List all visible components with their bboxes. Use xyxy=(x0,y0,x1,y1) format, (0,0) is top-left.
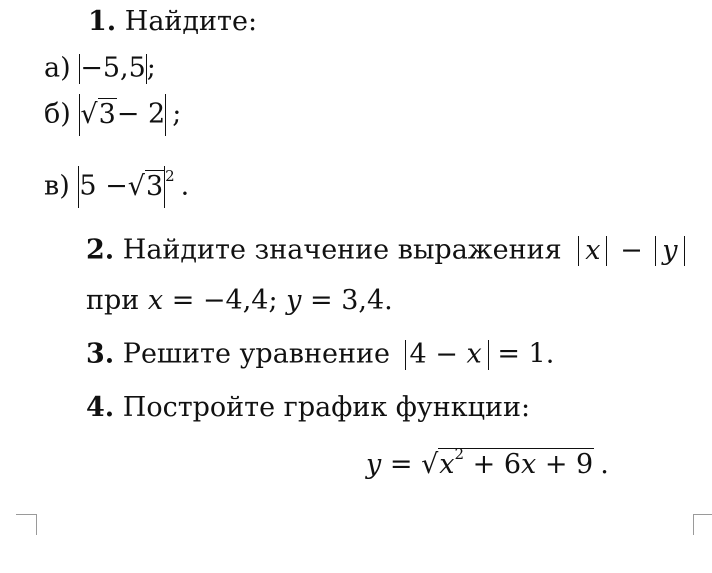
task4-line xyxy=(86,394,530,421)
formula-radicand xyxy=(438,445,594,480)
formula-eq: = xyxy=(381,449,422,480)
task1-heading xyxy=(88,8,257,35)
item-c-power: 2 xyxy=(165,166,175,185)
task2-line1 xyxy=(86,236,685,266)
task4-text: Постройте график функции: xyxy=(122,392,531,423)
task3-var-x: x xyxy=(466,338,482,370)
task3-rhs: = 1. xyxy=(497,338,555,370)
item-a-content: −5,5 xyxy=(80,52,146,84)
item-c-label: в) xyxy=(44,170,70,202)
abs-bar-left xyxy=(405,340,406,370)
task1-title: Найдите: xyxy=(124,6,258,37)
item-b-rest: − 2 xyxy=(116,98,166,130)
item-c-end: . xyxy=(180,170,190,202)
sqrt-sign: $√x^2 + 6x + 9$ xyxy=(421,445,594,480)
sqrt-sign: √3 xyxy=(127,170,164,202)
page-corner-mark-right xyxy=(693,514,712,535)
item-c-radicand: 3 xyxy=(145,170,164,202)
task4-formula xyxy=(366,445,609,480)
task2-var-x: x xyxy=(585,234,601,266)
item-b-end: ; xyxy=(172,98,182,130)
item-b-label: б) xyxy=(44,98,71,130)
task3-inside: 4 − xyxy=(409,338,458,370)
formula-power: 2 xyxy=(454,445,465,463)
sqrt-sign: √3 xyxy=(80,98,116,130)
item-a-label: а) xyxy=(44,52,71,84)
task1-number: 1. xyxy=(88,6,117,37)
task2-y: y xyxy=(286,285,302,316)
item-c-lead: 5 − xyxy=(79,170,128,202)
formula-plus9: + 9 xyxy=(536,449,594,480)
task3-line xyxy=(86,340,554,370)
task3-number: 3. xyxy=(86,338,115,370)
formula-y: y xyxy=(366,449,382,480)
item-b-radicand: 3 xyxy=(98,98,116,130)
task2-number: 2. xyxy=(86,234,115,266)
task2-text: Найдите значение выражения xyxy=(122,234,562,266)
task1-item-b xyxy=(44,94,181,136)
abs-bar-right xyxy=(165,94,166,136)
page-corner-mark-left xyxy=(16,514,37,535)
abs-bar-right xyxy=(684,236,685,266)
task2-line2 xyxy=(86,287,393,314)
abs-bar-left xyxy=(578,236,579,266)
task2-y-value: = 3,4. xyxy=(301,285,393,316)
abs-bar-right xyxy=(488,340,489,370)
task2-var-y: y xyxy=(662,234,678,266)
formula-x2: x xyxy=(521,449,537,480)
task2-minus: − xyxy=(620,234,643,266)
item-a-end: ; xyxy=(146,52,156,84)
task3-text: Решите уравнение xyxy=(122,338,390,370)
formula-x1: x xyxy=(439,449,455,480)
task1-item-a xyxy=(44,54,156,84)
formula-plus6: + 6 xyxy=(464,449,522,480)
abs-bar-right xyxy=(606,236,607,266)
task1-item-c xyxy=(44,166,189,208)
task2-x-value: = −4,4; xyxy=(163,285,278,316)
abs-bar-left xyxy=(655,236,656,266)
task4-number: 4. xyxy=(86,392,115,423)
formula-end: . xyxy=(600,449,609,480)
task2-prefix: при xyxy=(86,285,140,316)
task2-x: x xyxy=(147,285,164,316)
